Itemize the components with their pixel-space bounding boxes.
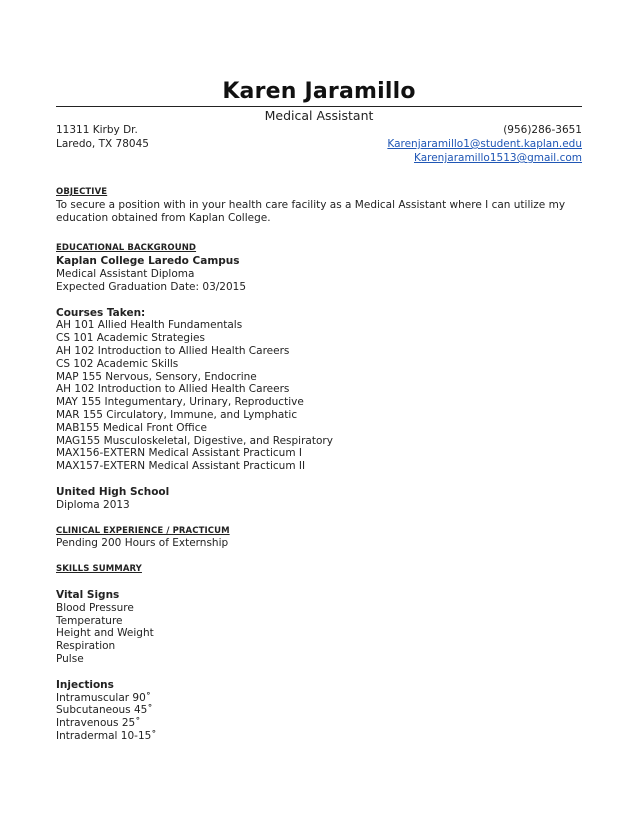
- graduation-date: Expected Graduation Date: 03/2015: [56, 280, 247, 293]
- objective-line: education obtained from Kaplan College.: [56, 211, 271, 224]
- skill-item: Intravenous 25˚: [56, 717, 141, 730]
- phone-number: (956)286-3651: [503, 124, 582, 136]
- diploma: Medical Assistant Diploma: [56, 267, 195, 280]
- course-item: MAG155 Musculoskeletal, Digestive, and Respiratory: [56, 434, 333, 447]
- resume-name: Karen Jaramillo: [222, 79, 416, 104]
- skill-item: Intradermal 10-15˚: [56, 729, 157, 742]
- email-link-student[interactable]: Karenjaramillo1@student.kaplan.edu: [387, 138, 582, 150]
- course-item: AH 102 Introduction to Allied Health Careers: [56, 344, 290, 357]
- course-item: MAP 155 Nervous, Sensory, Endocrine: [56, 370, 257, 383]
- clinical-heading: CLINICAL EXPERIENCE / PRACTICUM: [56, 525, 230, 536]
- school-name: United High School: [56, 485, 170, 498]
- course-item: CS 101 Academic Strategies: [56, 332, 205, 345]
- contact-block: [387, 123, 582, 165]
- clinical-text: Pending 200 Hours of Externship: [56, 537, 229, 550]
- course-item: MAX156-EXTERN Medical Assistant Practicum I: [56, 447, 302, 460]
- course-item: AH 101 Allied Health Fundamentals: [56, 319, 243, 332]
- course-item: MAB155 Medical Front Office: [56, 421, 207, 434]
- address-line-2: Laredo, TX 78045: [56, 138, 149, 150]
- address-line-1: 11311 Kirby Dr.: [56, 124, 138, 136]
- vital-signs-heading: Vital Signs: [56, 588, 120, 601]
- resume-body: [56, 186, 582, 743]
- email-link-personal[interactable]: Karenjaramillo1513@gmail.com: [414, 152, 582, 164]
- course-item: MAR 155 Circulatory, Immune, and Lymphatic: [56, 408, 298, 421]
- education-heading: EDUCATIONAL BACKGROUND: [56, 243, 197, 254]
- skill-item: Blood Pressure: [56, 601, 134, 614]
- school-name: Kaplan College Laredo Campus: [56, 255, 240, 268]
- skill-item: Height and Weight: [56, 627, 154, 640]
- resume-title: Medical Assistant: [264, 108, 374, 123]
- skill-item: Respiration: [56, 640, 116, 653]
- address-block: [56, 123, 149, 151]
- courses-heading: Courses Taken:: [56, 306, 146, 319]
- course-item: AH 102 Introduction to Allied Health Careers: [56, 383, 290, 396]
- course-item: MAY 155 Integumentary, Urinary, Reproductive: [56, 396, 304, 409]
- skills-heading: SKILLS SUMMARY: [56, 564, 142, 575]
- skill-item: Temperature: [56, 614, 123, 627]
- header-divider: [56, 106, 582, 107]
- diploma: Diploma 2013: [56, 498, 130, 511]
- objective-line: To secure a position with in your health care facility as a Medical Assistant where I can utilize my: [56, 198, 566, 211]
- skill-item: Intramuscular 90˚: [56, 691, 152, 704]
- skill-item: Subcutaneous 45˚: [56, 704, 153, 717]
- skill-item: Pulse: [56, 652, 84, 665]
- course-item: CS 102 Academic Skills: [56, 357, 179, 370]
- course-item: MAX157-EXTERN Medical Assistant Practicum II: [56, 460, 306, 473]
- objective-heading: OBJECTIVE: [56, 187, 108, 197]
- injections-heading: Injections: [56, 678, 114, 691]
